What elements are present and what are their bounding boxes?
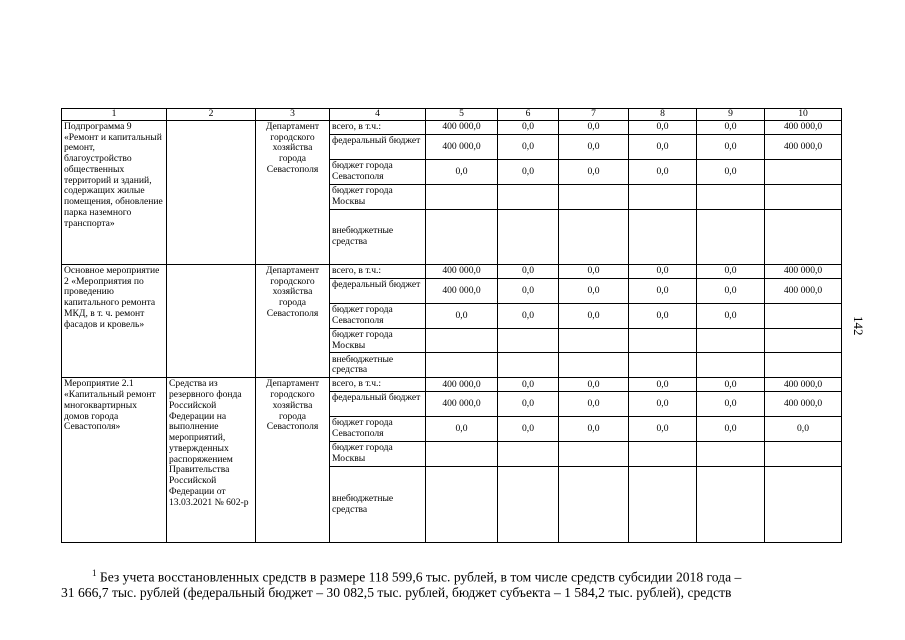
amount-cell — [629, 353, 697, 378]
amount-cell — [765, 210, 842, 265]
column-header: 4 — [330, 109, 426, 121]
amount-cell: 0,0 — [498, 121, 559, 135]
amount-cell: 0,0 — [498, 279, 559, 304]
amount-cell — [697, 353, 765, 378]
amount-cell: 0,0 — [498, 417, 559, 442]
amount-cell: 0,0 — [629, 392, 697, 417]
amount-cell: 400 000,0 — [426, 121, 498, 135]
amount-cell: 400 000,0 — [765, 378, 842, 392]
amount-cell — [559, 467, 629, 543]
amount-cell — [697, 442, 765, 467]
amount-cell — [426, 467, 498, 543]
column-header: 7 — [559, 109, 629, 121]
amount-cell: 0,0 — [498, 265, 559, 279]
amount-cell: 0,0 — [559, 392, 629, 417]
amount-cell — [765, 185, 842, 210]
amount-cell: 0,0 — [559, 304, 629, 329]
amount-cell: 0,0 — [426, 417, 498, 442]
amount-cell — [498, 210, 559, 265]
footnote-line: 31 666,7 тыс. рублей (федеральный бюджет – 30 082,5 тыс. рублей, бюджет субъекта – 1 584,2 тыс. рублей), средств — [61, 585, 732, 600]
amount-cell: 0,0 — [629, 417, 697, 442]
amount-cell — [426, 185, 498, 210]
table-row — [62, 265, 842, 279]
amount-cell: 0,0 — [697, 265, 765, 279]
funding-source-cell: федеральный бюджет — [330, 392, 426, 417]
amount-cell: 0,0 — [697, 135, 765, 160]
amount-cell — [498, 353, 559, 378]
amount-cell — [426, 329, 498, 353]
amount-cell — [559, 185, 629, 210]
amount-cell: 400 000,0 — [765, 121, 842, 135]
amount-cell — [765, 467, 842, 543]
amount-cell — [697, 185, 765, 210]
amount-cell: 0,0 — [559, 279, 629, 304]
executor-cell: Департамент городского хозяйства города Севастополя — [256, 378, 330, 543]
amount-cell: 400 000,0 — [426, 279, 498, 304]
amount-cell — [559, 210, 629, 265]
column-header: 1 — [62, 109, 167, 121]
amount-cell — [629, 210, 697, 265]
funding-source-cell: бюджет города Москвы — [330, 329, 426, 353]
amount-cell: 0,0 — [629, 135, 697, 160]
funding-source-cell: всего, в т.ч.: — [330, 378, 426, 392]
amount-cell: 400 000,0 — [426, 378, 498, 392]
budget-table — [61, 108, 842, 543]
amount-cell — [559, 329, 629, 353]
column-header: 3 — [256, 109, 330, 121]
amount-cell: 400 000,0 — [765, 265, 842, 279]
amount-cell: 0,0 — [559, 160, 629, 185]
funding-source-cell: внебюджетные средства — [330, 467, 426, 543]
funding-source-cell: внебюджетные средства — [330, 353, 426, 378]
executor-cell: Департамент городского хозяйства города Севастополя — [256, 265, 330, 378]
amount-cell: 0,0 — [697, 279, 765, 304]
amount-cell — [426, 442, 498, 467]
column-header: 9 — [697, 109, 765, 121]
table-row — [62, 378, 842, 392]
program-name-cell: Подпрограмма 9 «Ремонт и капитальный ремонт, благоустройство общественных территорий и зданий, содержащих жилые помещения, обновление парка наземного транспорта» — [62, 121, 167, 265]
amount-cell — [765, 329, 842, 353]
amount-cell: 400 000,0 — [765, 135, 842, 160]
amount-cell — [629, 442, 697, 467]
funding-source-cell: всего, в т.ч.: — [330, 121, 426, 135]
funding-source-cell: бюджет города Севастополя — [330, 417, 426, 442]
footnote-line: Без учета восстановленных средств в размере 118 599,6 тыс. рублей, в том числе средств субсидии 2018 года – — [99, 569, 742, 585]
basis-cell — [167, 121, 256, 265]
amount-cell: 0,0 — [697, 160, 765, 185]
funding-source-cell: всего, в т.ч.: — [330, 265, 426, 279]
funding-source-cell: бюджет города Севастополя — [330, 160, 426, 185]
table-row — [62, 121, 842, 135]
program-name-cell: Основное мероприятие 2 «Мероприятия по проведению капитального ремонта МКД, в т. ч. ремонт фасадов и кровель» — [62, 265, 167, 378]
amount-cell: 0,0 — [629, 121, 697, 135]
amount-cell: 0,0 — [559, 378, 629, 392]
amount-cell: 0,0 — [697, 121, 765, 135]
footnote-marker: 1 — [92, 568, 97, 578]
amount-cell: 0,0 — [498, 378, 559, 392]
amount-cell: 0,0 — [629, 378, 697, 392]
executor-cell: Департамент городского хозяйства города Севастополя — [256, 121, 330, 265]
amount-cell — [697, 210, 765, 265]
amount-cell — [426, 353, 498, 378]
amount-cell: 0,0 — [559, 265, 629, 279]
amount-cell: 0,0 — [629, 279, 697, 304]
column-number-row — [62, 109, 842, 121]
basis-cell — [167, 265, 256, 378]
amount-cell: 400 000,0 — [426, 392, 498, 417]
amount-cell: 0,0 — [559, 417, 629, 442]
amount-cell — [765, 304, 842, 329]
amount-cell: 0,0 — [629, 265, 697, 279]
column-header: 10 — [765, 109, 842, 121]
amount-cell: 0,0 — [629, 160, 697, 185]
amount-cell — [559, 353, 629, 378]
amount-cell: 0,0 — [629, 304, 697, 329]
amount-cell: 400 000,0 — [765, 279, 842, 304]
amount-cell — [498, 185, 559, 210]
amount-cell: 0,0 — [498, 160, 559, 185]
amount-cell — [697, 329, 765, 353]
funding-source-cell: бюджет города Москвы — [330, 442, 426, 467]
amount-cell: 400 000,0 — [765, 392, 842, 417]
amount-cell: 0,0 — [559, 121, 629, 135]
column-header: 5 — [426, 109, 498, 121]
amount-cell: 0,0 — [426, 304, 498, 329]
column-header: 2 — [167, 109, 256, 121]
page-number: 142 — [851, 316, 866, 336]
funding-source-cell: федеральный бюджет — [330, 135, 426, 160]
amount-cell: 0,0 — [697, 417, 765, 442]
amount-cell — [559, 442, 629, 467]
funding-source-cell: бюджет города Москвы — [330, 185, 426, 210]
amount-cell: 400 000,0 — [426, 135, 498, 160]
column-header: 6 — [498, 109, 559, 121]
amount-cell: 0,0 — [426, 160, 498, 185]
amount-cell: 0,0 — [697, 378, 765, 392]
program-name-cell: Мероприятие 2.1 «Капитальный ремонт многоквартирных домов города Севастополя» — [62, 378, 167, 543]
amount-cell — [498, 442, 559, 467]
amount-cell: 0,0 — [697, 392, 765, 417]
footnote — [61, 564, 875, 600]
amount-cell — [629, 329, 697, 353]
amount-cell: 0,0 — [498, 392, 559, 417]
amount-cell: 0,0 — [498, 304, 559, 329]
amount-cell — [765, 160, 842, 185]
amount-cell — [498, 467, 559, 543]
amount-cell: 0,0 — [559, 135, 629, 160]
amount-cell — [498, 329, 559, 353]
amount-cell: 0,0 — [498, 135, 559, 160]
amount-cell — [697, 467, 765, 543]
funding-source-cell: бюджет города Севастополя — [330, 304, 426, 329]
funding-source-cell: внебюджетные средства — [330, 210, 426, 265]
funding-source-cell: федеральный бюджет — [330, 279, 426, 304]
amount-cell — [426, 210, 498, 265]
amount-cell — [765, 442, 842, 467]
basis-cell: Средства из резервного фонда Российской Федерации на выполнение мероприятий, утвержденных распоряжением Правительства Российской Федерации от 13.03.2021 № 602-р — [167, 378, 256, 543]
amount-cell — [765, 353, 842, 378]
amount-cell — [629, 467, 697, 543]
amount-cell: 400 000,0 — [426, 265, 498, 279]
amount-cell: 0,0 — [765, 417, 842, 442]
amount-cell — [629, 185, 697, 210]
column-header: 8 — [629, 109, 697, 121]
amount-cell: 0,0 — [697, 304, 765, 329]
